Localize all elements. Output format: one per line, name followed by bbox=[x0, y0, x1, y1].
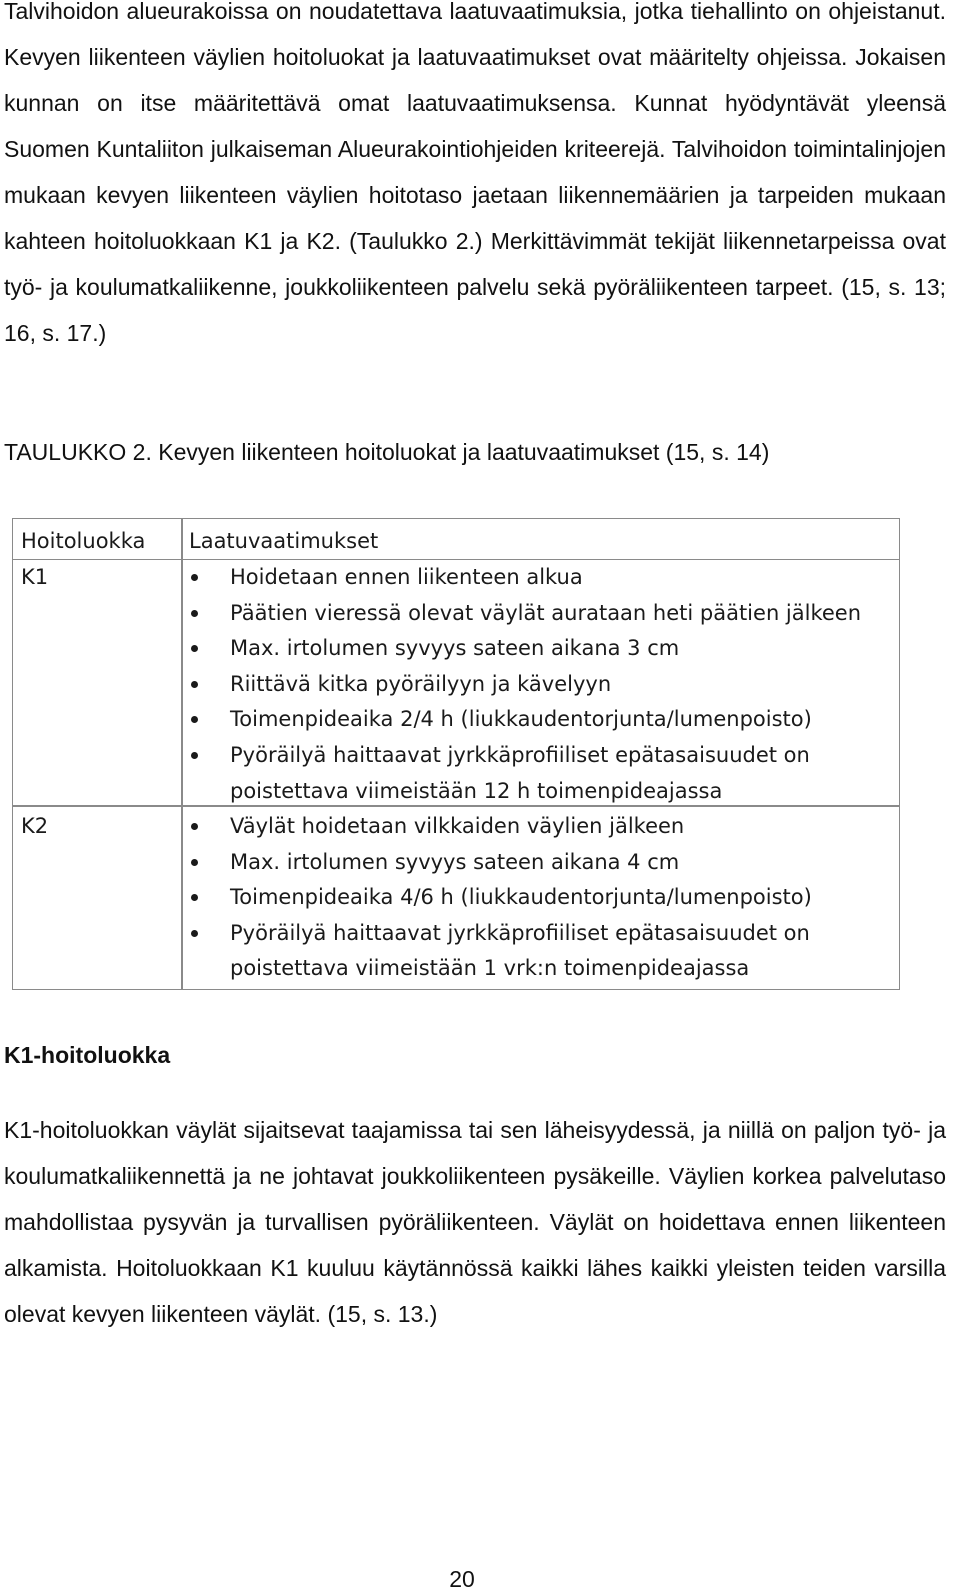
list-item: Max. irtolumen syvyys sateen aikana 4 cm bbox=[189, 845, 894, 881]
list-item: Väylät hoidetaan vilkkaiden väylien jälkeen bbox=[189, 809, 894, 845]
table-column-divider bbox=[181, 519, 183, 989]
list-item: Hoidetaan ennen liikenteen alkua bbox=[189, 560, 894, 596]
bullet-icon bbox=[191, 859, 198, 866]
list-item: Riittävä kitka pyöräilyyn ja kävelyyn bbox=[189, 667, 894, 703]
table-header-row bbox=[13, 519, 899, 560]
list-item: Pyöräilyä haittaavat jyrkkäprofiiliset epätasaisuudet on poistettava viimeistään 1 vrk:n toimenpideajassa bbox=[189, 916, 894, 987]
bullet-icon bbox=[191, 574, 198, 581]
header-laatuvaatimukset: Laatuvaatimukset bbox=[189, 529, 379, 553]
bullet-icon bbox=[191, 894, 198, 901]
bullet-icon bbox=[191, 823, 198, 830]
section-heading: K1-hoitoluokka bbox=[4, 1042, 171, 1068]
bullet-icon bbox=[191, 752, 198, 759]
k1-requirements-list bbox=[189, 560, 894, 809]
bullet-icon bbox=[191, 930, 198, 937]
bullet-icon bbox=[191, 716, 198, 723]
list-item: Toimenpideaika 4/6 h (liukkaudentorjunta/lumenpoisto) bbox=[189, 880, 894, 916]
list-item: Pyöräilyä haittaavat jyrkkäprofiiliset epätasaisuudet on poistettava viimeistään 12 h toimenpideajassa bbox=[189, 738, 894, 809]
row-class-k2: K2 bbox=[21, 814, 49, 838]
list-item: Päätien vieressä olevat väylät aurataan heti päätien jälkeen bbox=[189, 596, 894, 632]
header-hoitoluokka: Hoitoluokka bbox=[21, 529, 146, 553]
row-class-k1: K1 bbox=[21, 565, 49, 589]
k2-requirements-list bbox=[189, 809, 894, 987]
bullet-icon bbox=[191, 681, 198, 688]
bullet-icon bbox=[191, 645, 198, 652]
section-paragraph: K1-hoitoluokkan väylät sijaitsevat taajamissa tai sen läheisyydessä, ja niillä on paljon työ- ja koulumatkaliikennettä ja ne johtavat joukkoliikenteen pysäkeille. Väylien korkea palvelutaso mahdollistaa pysyvän ja turvallisen pyöräliikenteen. Väylät on hoidettava ennen liikenteen alkamista. Hoitoluokkaan K1 kuuluu käytännössä kaikki lähes kaikki yleisten teiden varsilla olevat kevyen liikenteen väylät. (15, s. 13.) bbox=[4, 1117, 946, 1327]
list-item: Max. irtolumen syvyys sateen aikana 3 cm bbox=[189, 631, 894, 667]
quality-requirements-table bbox=[12, 518, 900, 990]
list-item: Toimenpideaika 2/4 h (liukkaudentorjunta/lumenpoisto) bbox=[189, 702, 894, 738]
table-caption: TAULUKKO 2. Kevyen liikenteen hoitoluokat ja laatuvaatimukset (15, s. 14) bbox=[4, 439, 770, 465]
intro-paragraph: Talvihoidon alueurakoissa on noudatettava laatuvaatimuksia, jotka tiehallinto on ohjeistanut. Kevyen liikenteen väylien hoitoluokat ja laatuvaatimukset ovat määritelty ohjeissa. Jokaisen kunnan on itse määritettävä omat laatuvaatimuksensa. Kunnat hyödyntävät yleensä Suomen Kuntaliiton julkaiseman Alueurakointiohjeiden kriteerejä. Talvihoidon toimintalinjojen mukaan kevyen liikenteen väylien hoitotaso jaetaan liikennemäärien ja tarpeiden mukaan kahteen hoitoluokkaan K1 ja K2. (Taulukko 2.) Merkittävimmät tekijät liikennetarpeissa ovat työ- ja koulumatkaliikenne, joukkoliikenteen palvelu sekä pyöräliikenteen tarpeet. (15, s. 13; 16, s. 17.) bbox=[4, 0, 946, 346]
page-number: 20 bbox=[449, 1566, 475, 1592]
bullet-icon bbox=[191, 610, 198, 617]
